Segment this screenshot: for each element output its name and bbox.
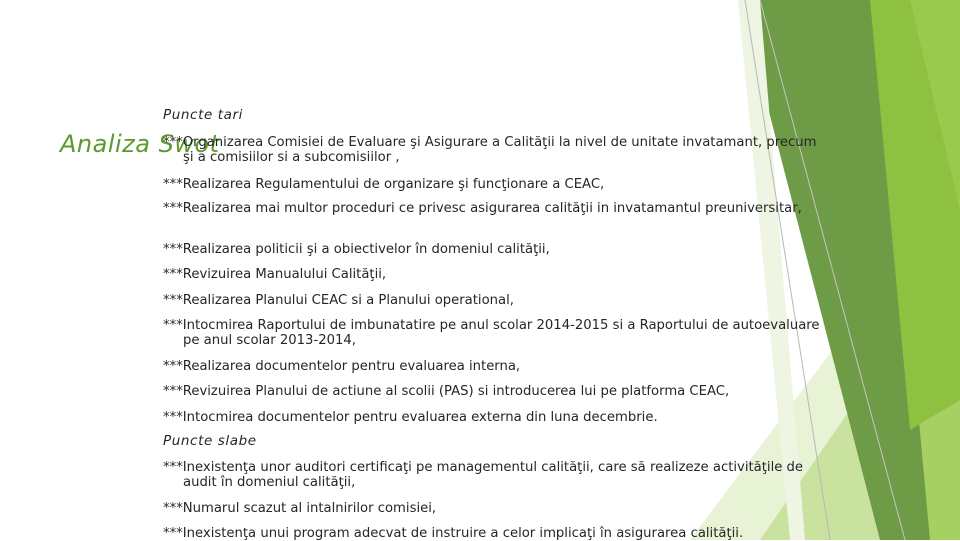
weaknesses-heading: Puncte slabe (163, 433, 257, 449)
list-item: ***Revizuirea Manualului Calităţii, (163, 267, 387, 282)
list-item: ***Realizarea politicii şi a obiectivelor în domeniul calităţii, (163, 242, 550, 257)
strengths-heading: Puncte tari (163, 107, 244, 123)
list-item: ***Realizarea mai multor proceduri ce privesc asigurarea calităţii in invatamantul preuniversitar, (163, 201, 802, 216)
list-item: ***Inexistenţa unor auditori certificaţi pe managementul calităţii, care să realizeze activităţile de audit în domeniul calităţii, (163, 460, 804, 490)
list-item: ***Inexistenţa unui program adecvat de instruire a celor implicaţi în asigurarea calităţii. (163, 526, 744, 541)
list-item: ***Intocmirea documentelor pentru evaluarea externa din luna decembrie. (163, 410, 658, 425)
list-item: ***Realizarea Regulamentului de organizare şi funcţionare a CEAC, (163, 177, 605, 192)
list-item: ***Numarul scazut al intalnirilor comisiei, (163, 501, 437, 516)
list-item: ***Realizarea Planului CEAC si a Planului operational, (163, 293, 514, 308)
list-item: ***Revizuirea Planului de actiune al scolii (PAS) si introducerea lui pe platforma CEAC, (163, 384, 730, 399)
list-item: ***Organizarea Comisiei de Evaluare şi Asigurare a Calităţii la nivel de unitate invatamant, precum şi a comisiilor si a subcomisiilor , (163, 135, 817, 165)
list-item: ***Intocmirea Raportului de imbunatatire pe anul scolar 2014-2015 si a Raportului de autoevaluare pe anul scolar 2013-2014, (163, 318, 820, 348)
slide-title: Analiza Swot (60, 130, 220, 158)
list-item: ***Realizarea documentelor pentru evaluarea interna, (163, 359, 521, 374)
